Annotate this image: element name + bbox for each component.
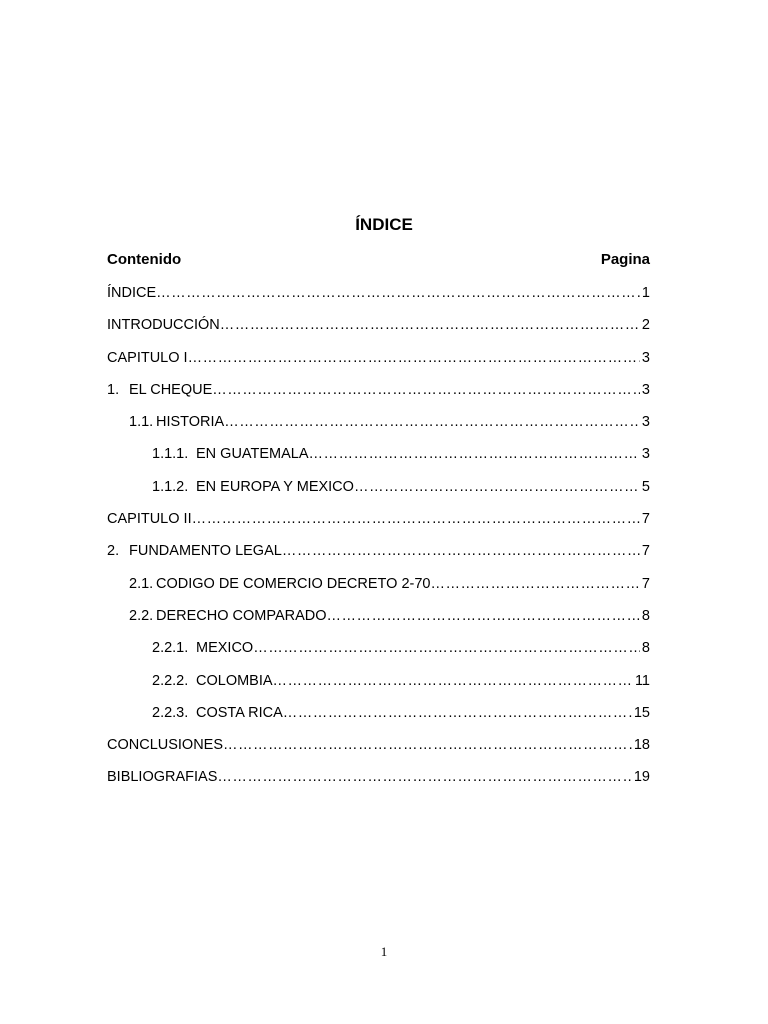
toc-entry-number: 1. bbox=[107, 381, 120, 398]
toc-entry-label: MEXICO bbox=[196, 640, 254, 657]
toc-entry-label: ÍNDICE bbox=[107, 285, 157, 301]
toc-entry-page: 7 bbox=[641, 543, 650, 560]
toc-entry-label: CAPITULO I bbox=[107, 349, 188, 366]
toc-entry bbox=[107, 573, 650, 605]
dot-leader bbox=[220, 314, 640, 336]
toc-entry bbox=[107, 670, 650, 702]
toc-entry-label: INTRODUCCIÓN bbox=[107, 317, 220, 334]
toc-entry-page: 3 bbox=[641, 446, 650, 463]
page-title: ÍNDICE bbox=[355, 215, 413, 234]
toc-entry-page: 11 bbox=[634, 672, 650, 689]
dot-leader bbox=[224, 411, 640, 433]
dot-leader bbox=[253, 637, 640, 659]
toc-entry bbox=[107, 605, 650, 637]
dot-leader bbox=[188, 347, 640, 369]
toc-entry-label: EN GUATEMALA bbox=[196, 446, 309, 463]
toc-entry-page: 3 bbox=[641, 381, 650, 398]
toc-entry bbox=[107, 476, 650, 508]
page-number: 1 bbox=[380, 944, 388, 959]
dot-leader bbox=[273, 670, 633, 692]
toc-entry bbox=[107, 508, 650, 540]
dot-leader bbox=[217, 766, 631, 788]
dot-leader bbox=[282, 540, 640, 562]
toc-entry-page: 3 bbox=[641, 349, 650, 366]
dot-leader bbox=[192, 508, 640, 530]
toc-entry-label: FUNDAMENTO LEGAL bbox=[129, 543, 282, 560]
toc-entry bbox=[107, 734, 650, 766]
toc-entry bbox=[107, 637, 650, 669]
toc-entry bbox=[107, 379, 650, 411]
toc-header bbox=[107, 250, 650, 270]
toc-header-pagina: Pagina bbox=[600, 251, 650, 268]
toc-entry bbox=[107, 347, 650, 379]
toc-entry-page: 5 bbox=[641, 478, 650, 495]
toc-entry-label: CODIGO DE COMERCIO DECRETO 2-70 bbox=[156, 575, 431, 592]
toc-entry-number: 1.1.1. bbox=[152, 446, 189, 463]
toc-entry-page: 15 bbox=[633, 704, 650, 721]
dot-leader bbox=[156, 282, 640, 304]
toc-entry-label: HISTORIA bbox=[156, 414, 225, 431]
toc-entry-label: BIBLIOGRAFIAS bbox=[107, 769, 218, 786]
toc-entry bbox=[107, 443, 650, 475]
toc-entry-label: CONCLUSIONES bbox=[107, 737, 224, 754]
toc-entry-page: 8 bbox=[641, 607, 650, 624]
toc-entry-page: 3 bbox=[641, 414, 650, 431]
toc-entry-page: 8 bbox=[641, 640, 650, 657]
toc-entry-number: 1.1.2. bbox=[152, 478, 189, 495]
toc-entry bbox=[107, 540, 650, 572]
toc-entry-number: 2. bbox=[107, 543, 120, 560]
toc-entry bbox=[107, 314, 650, 346]
dot-leader bbox=[327, 605, 640, 627]
dot-leader bbox=[283, 702, 632, 724]
dot-leader bbox=[212, 379, 640, 401]
toc-entry bbox=[107, 766, 650, 798]
toc-header-contenido: Contenido bbox=[107, 251, 182, 268]
toc-entry-label: DERECHO COMPARADO bbox=[156, 607, 327, 624]
dot-leader bbox=[430, 573, 639, 595]
toc-entry-label: COLOMBIA bbox=[196, 672, 273, 689]
toc-entry-page: 19 bbox=[633, 769, 650, 786]
toc-entry-page: 7 bbox=[641, 575, 650, 592]
toc-entry-page: 1 bbox=[641, 285, 650, 301]
table-of-contents bbox=[107, 282, 650, 799]
toc-entry-page: 18 bbox=[633, 737, 650, 754]
toc-entry bbox=[107, 702, 650, 734]
dot-leader bbox=[309, 443, 640, 465]
dot-leader bbox=[354, 476, 640, 498]
toc-entry-number: 1.1. bbox=[129, 414, 154, 431]
toc-entry bbox=[107, 411, 650, 443]
toc-entry-page: 2 bbox=[641, 317, 650, 334]
toc-entry-number: 2.2.1. bbox=[152, 640, 189, 657]
dot-leader bbox=[223, 734, 632, 756]
toc-entry-number: 2.1. bbox=[129, 575, 154, 592]
toc-entry-number: 2.2. bbox=[129, 607, 154, 624]
toc-entry-number: 2.2.3. bbox=[152, 704, 189, 721]
toc-entry-page: 7 bbox=[641, 511, 650, 528]
toc-entry bbox=[107, 282, 650, 314]
toc-entry-number: 2.2.2. bbox=[152, 672, 189, 689]
toc-entry-label: EN EUROPA Y MEXICO bbox=[196, 478, 354, 495]
toc-entry-label: CAPITULO II bbox=[107, 511, 192, 528]
toc-entry-label: COSTA RICA bbox=[196, 704, 283, 721]
toc-entry-label: EL CHEQUE bbox=[129, 381, 213, 398]
